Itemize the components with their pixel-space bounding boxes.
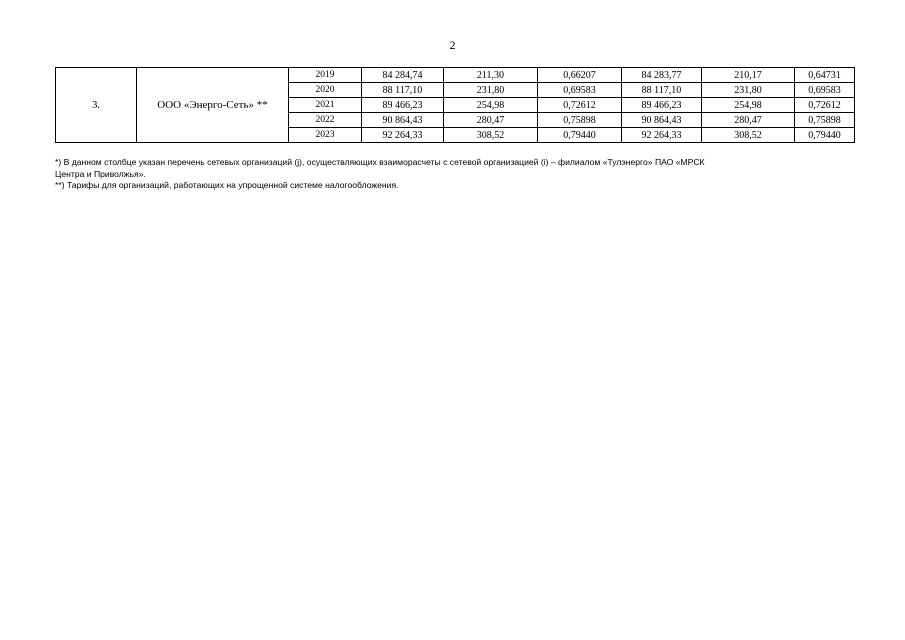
footnote-2: **) Тарифы для организаций, работающих на упрощенной системе налогообложения. [55, 180, 399, 190]
value-cell: 88 117,10 [622, 83, 702, 98]
value-cell: 231,80 [444, 83, 538, 98]
value-cell: 0,72612 [795, 98, 855, 113]
value-cell: 90 864,43 [362, 113, 444, 128]
value-cell: 280,47 [444, 113, 538, 128]
value-cell: 0,75898 [795, 113, 855, 128]
year-cell: 2023 [289, 128, 362, 143]
value-cell: 0,69583 [795, 83, 855, 98]
year-cell: 2020 [289, 83, 362, 98]
value-cell: 92 264,33 [362, 128, 444, 143]
value-cell: 280,47 [702, 113, 795, 128]
organization-cell: ООО «Энерго-Сеть» ** [137, 68, 289, 143]
value-cell: 0,79440 [538, 128, 622, 143]
footnote-1-line-2: Центра и Приволжья». [55, 168, 146, 179]
value-cell: 89 466,23 [622, 98, 702, 113]
year-cell: 2021 [289, 98, 362, 113]
year-cell: 2022 [289, 113, 362, 128]
tariff-table [55, 67, 855, 143]
value-cell: 308,52 [444, 128, 538, 143]
value-cell: 0,69583 [538, 83, 622, 98]
value-cell: 0,75898 [538, 113, 622, 128]
value-cell: 88 117,10 [362, 83, 444, 98]
year-cell: 2019 [289, 68, 362, 83]
value-cell: 210,17 [702, 68, 795, 83]
value-cell: 84 284,74 [362, 68, 444, 83]
value-cell: 0,66207 [538, 68, 622, 83]
page-number: 2 [449, 38, 456, 52]
value-cell: 231,80 [702, 83, 795, 98]
value-cell: 84 283,77 [622, 68, 702, 83]
footnotes [55, 157, 835, 192]
value-cell: 254,98 [444, 98, 538, 113]
value-cell: 254,98 [702, 98, 795, 113]
value-cell: 0,72612 [538, 98, 622, 113]
row-number-cell: 3. [56, 68, 137, 143]
value-cell: 90 864,43 [622, 113, 702, 128]
value-cell: 89 466,23 [362, 98, 444, 113]
table-row [56, 68, 855, 83]
value-cell: 92 264,33 [622, 128, 702, 143]
value-cell: 0,64731 [795, 68, 855, 83]
value-cell: 308,52 [702, 128, 795, 143]
footnote-1-line-1: *) В данном столбце указан перечень сетевых организаций (j), осуществляющих взаиморасчеты с сетевой организацией (i) – филиалом «Тулэнерго» ПАО «МРСК [55, 157, 705, 167]
value-cell: 211,30 [444, 68, 538, 83]
value-cell: 0,79440 [795, 128, 855, 143]
